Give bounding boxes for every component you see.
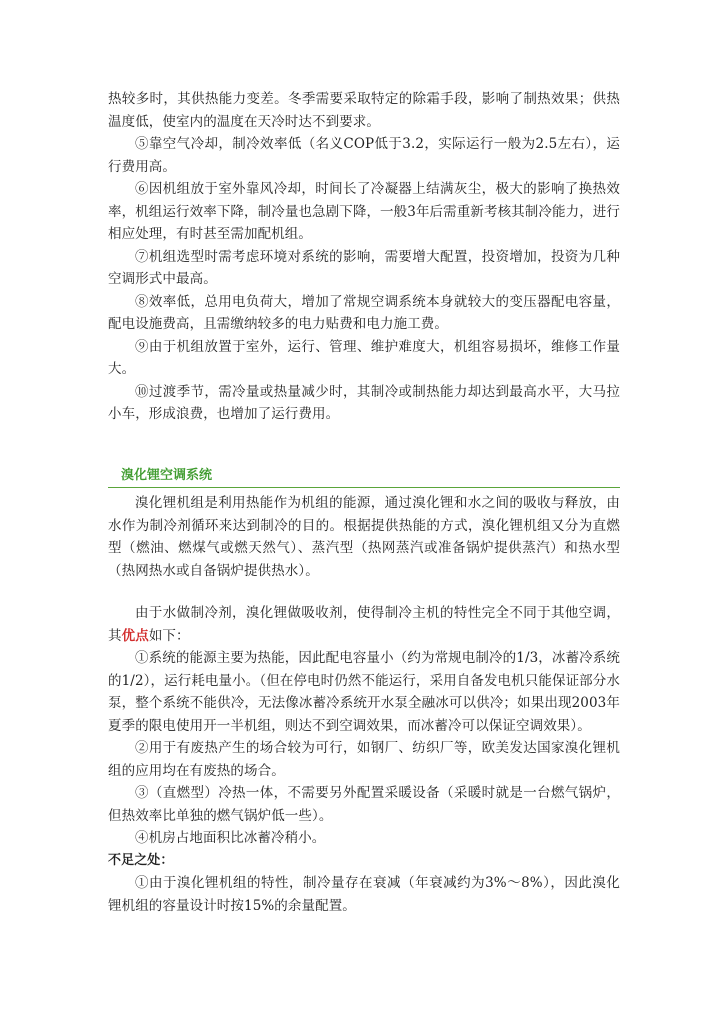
advantage-item-2: ②用于有废热产生的场合较为可行，如钢厂、纺织厂等，欧美发达国家溴化锂机组的应用均在有废热的场合。 bbox=[108, 740, 620, 779]
paragraph-continuation: 热较多时，其供热能力变差。冬季需要采取特定的除霜手段，影响了制热效果；供热温度低，使室内的温度在天冷时达不到要求。 bbox=[108, 91, 620, 130]
list-item-6: ⑥因机组放于室外靠风冷却，时间长了冷凝器上结满灰尘，极大的影响了换热效率，机组运行效率下降，制冷量也急剧下降，一般3年后需重新考核其制冷能力，进行相应处理，有时甚至需加配机组。 bbox=[108, 181, 620, 242]
advantage-item-1: ①系统的能源主要为热能，因此配电容量小（约为常规电制冷的1/3，冰蓄冷系统的1/2），运行耗电量小。（但在停电时仍然不能运行，采用自备发电机只能保证部分水泵，整个系统不能供冷，无法像冰蓄冷系统开水泵全融冰可以供冷；如果出现2003年夏季的限电使用开一半机组，则达不到空调效果，而冰蓄冷可以保证空调效果）。 bbox=[108, 650, 620, 734]
disadvantages-title: 不足之处： bbox=[108, 852, 174, 868]
advantage-item-3: ③（直燃型）冷热一体，不需要另外配置采暖设备（采暖时就是一台燃气锅炉，但热效率比单独的燃气锅炉低一些）。 bbox=[108, 785, 620, 824]
advantages-highlight: 优点 bbox=[121, 627, 149, 644]
advantages-lead-text: 由于水做制冷剂，溴化锂做吸收剂，使得制冷主机的特性完全不同于其他空调，其 bbox=[108, 605, 620, 644]
paragraph-spacer bbox=[108, 582, 620, 602]
advantage-item-4: ④机房占地面积比冰蓄冷稍小。 bbox=[135, 830, 326, 846]
list-item-5: ⑤靠空气冷却，制冷效率低（名义COP低于3.2，实际运行一般为2.5左右），运行费用高。 bbox=[108, 136, 620, 175]
list-item-7: ⑦机组选型时需考虑环境对系统的影响，需要增大配置，投资增加，投资为几种空调形式中最高。 bbox=[108, 248, 620, 287]
advantages-lead bbox=[108, 602, 620, 647]
heading-underline bbox=[108, 487, 620, 489]
document-body bbox=[108, 88, 620, 917]
advantages-lead-tail: 如下： bbox=[148, 627, 190, 644]
list-item-10: ⑩过渡季节，需冷量或热量减少时，其制冷或制热能力却达到最高水平，大马拉小车，形成浪费，也增加了运行费用。 bbox=[108, 383, 620, 422]
intro-paragraph: 溴化锂机组是利用热能作为机组的能源，通过溴化锂和水之间的吸收与释放，由水作为制冷剂循环来达到制冷的目的。根据提供热能的方式，溴化锂机组又分为直燃型（燃油、燃煤气或燃天然气）、蒸汽型（热网蒸汽或准备锅炉提供蒸汽）和热水型（热网热水或自备锅炉提供热水）。 bbox=[108, 495, 620, 579]
section-spacer bbox=[108, 426, 620, 467]
section-heading: 溴化锂空调系统 bbox=[121, 467, 213, 483]
disadvantage-item-1: ①由于溴化锂机组的特性，制冷量存在衰减（年衰减约为3%～8%），因此溴化锂机组的容量设计时按15%的余量配置。 bbox=[108, 875, 620, 914]
list-item-9: ⑨由于机组放置于室外，运行、管理、维护难度大，机组容易损坏，维修工作量大。 bbox=[108, 338, 620, 377]
list-item-8: ⑧效率低，总用电负荷大，增加了常规空调系统本身就较大的变压器配电容量，配电设施费高，且需缴纳较多的电力贴费和电力施工费。 bbox=[108, 293, 620, 332]
